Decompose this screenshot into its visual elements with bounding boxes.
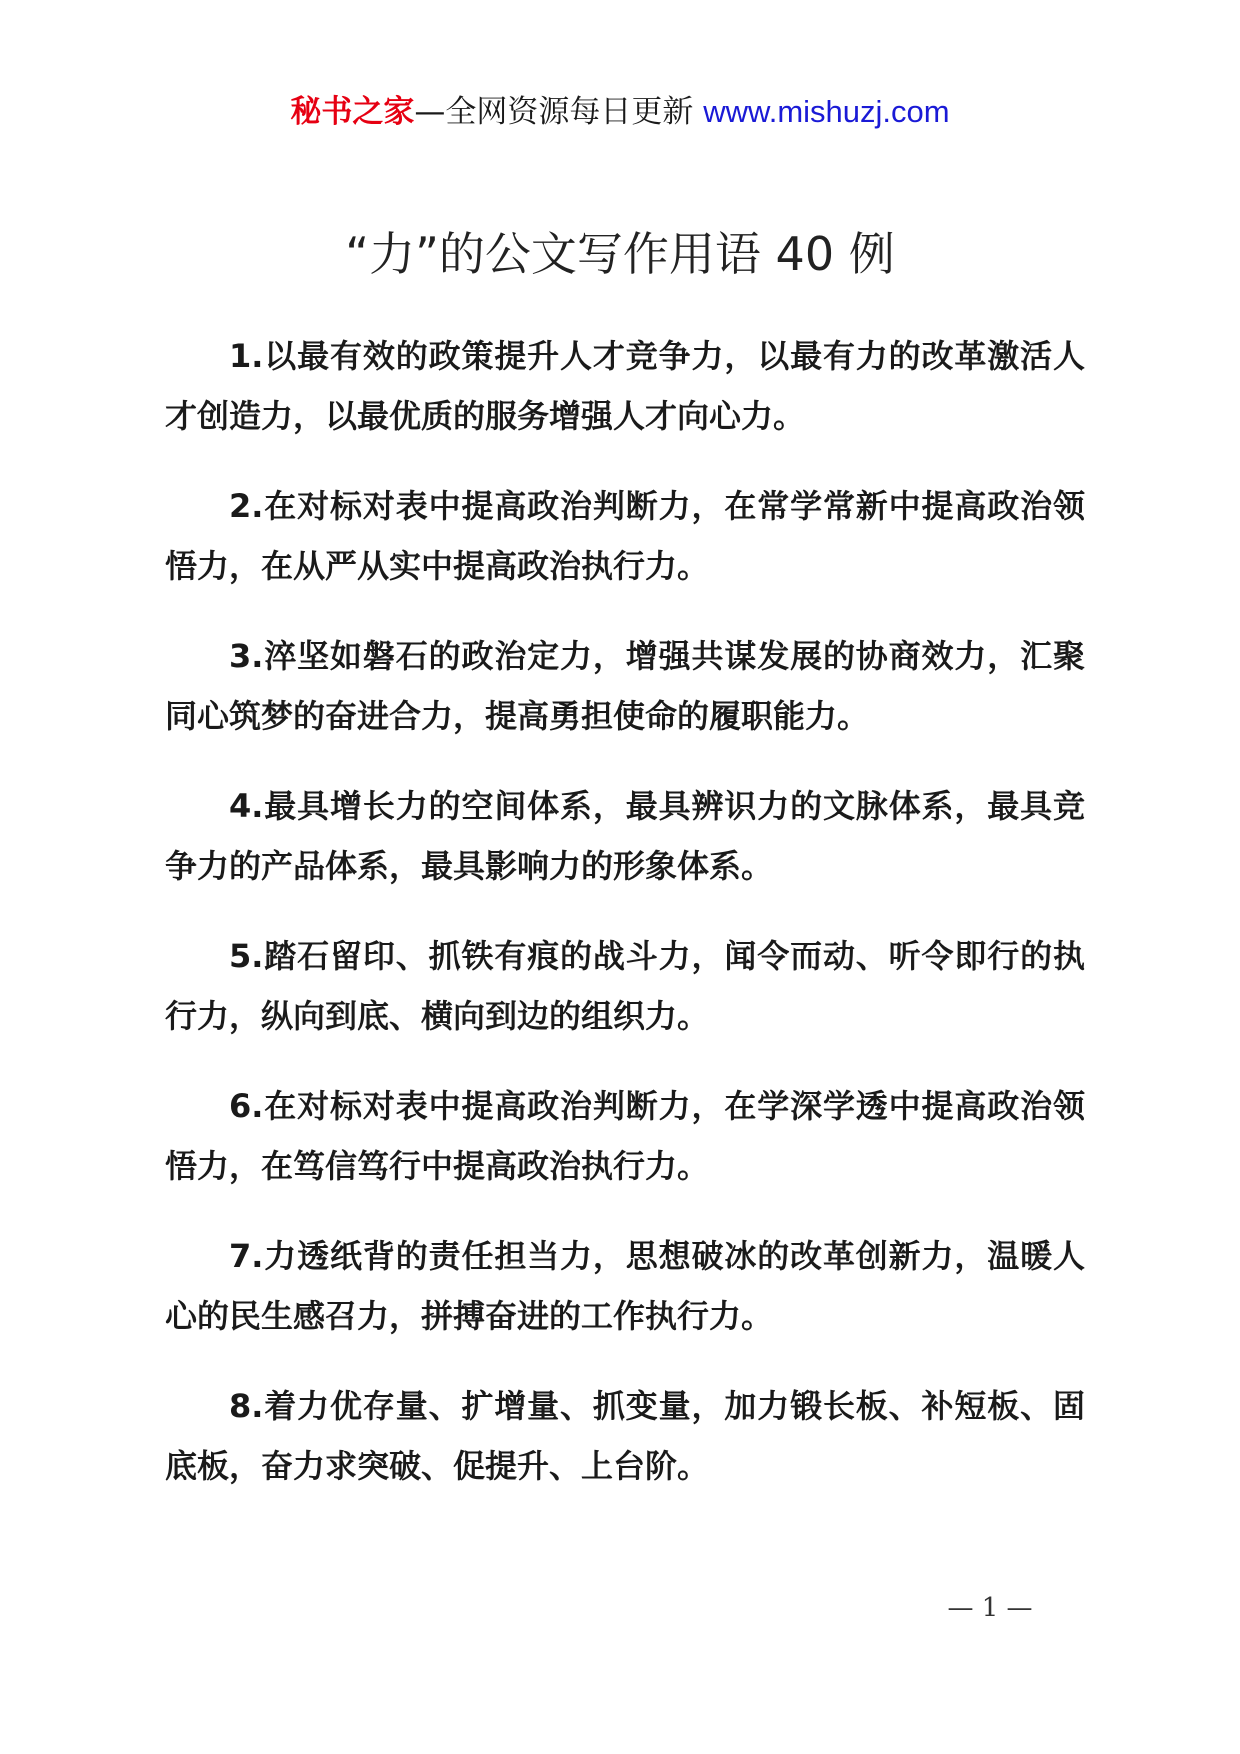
phrase-list bbox=[165, 326, 1085, 1526]
phrase-item-7: 7.力透纸背的责任担当力，思想破冰的改革创新力，温暖人心的民生感召力，拼搏奋进的工作执行力。 bbox=[165, 1237, 1085, 1335]
phrase-item-5: 5.踏石留印、抓铁有痕的战斗力，闻令而动、听令即行的执行力，纵向到底、横向到边的组织力。 bbox=[165, 937, 1085, 1035]
document-title: “力”的公文写作用语 40 例 bbox=[345, 227, 895, 281]
phrase-item-8: 8.着力优存量、扩增量、抓变量，加力锻长板、补短板、固底板，奋力求突破、促提升、上台阶。 bbox=[165, 1387, 1085, 1485]
site-url-link[interactable]: www.mishuzj.com bbox=[703, 94, 950, 129]
phrase-item-2: 2.在对标对表中提高政治判断力，在常学常新中提高政治领悟力，在从严从实中提高政治执行力。 bbox=[165, 487, 1085, 585]
phrase-item-1: 1.以最有效的政策提升人才竞争力，以最有力的改革激活人才创造力，以最优质的服务增强人才向心力。 bbox=[165, 337, 1085, 435]
site-header bbox=[0, 92, 1240, 132]
brand-name: 秘书之家 bbox=[290, 94, 415, 130]
phrase-item-3: 3.淬坚如磐石的政治定力，增强共谋发展的协商效力，汇聚同心筑梦的奋进合力，提高勇担使命的履职能力。 bbox=[165, 637, 1085, 735]
page-number: — 1 — bbox=[947, 1593, 1033, 1623]
header-tagline: —全网资源每日更新 bbox=[414, 94, 694, 130]
phrase-item-4: 4.最具增长力的空间体系，最具辨识力的文脉体系，最具竞争力的产品体系，最具影响力的形象体系。 bbox=[165, 787, 1085, 885]
phrase-item-6: 6.在对标对表中提高政治判断力，在学深学透中提高政治领悟力，在笃信笃行中提高政治执行力。 bbox=[165, 1087, 1085, 1185]
